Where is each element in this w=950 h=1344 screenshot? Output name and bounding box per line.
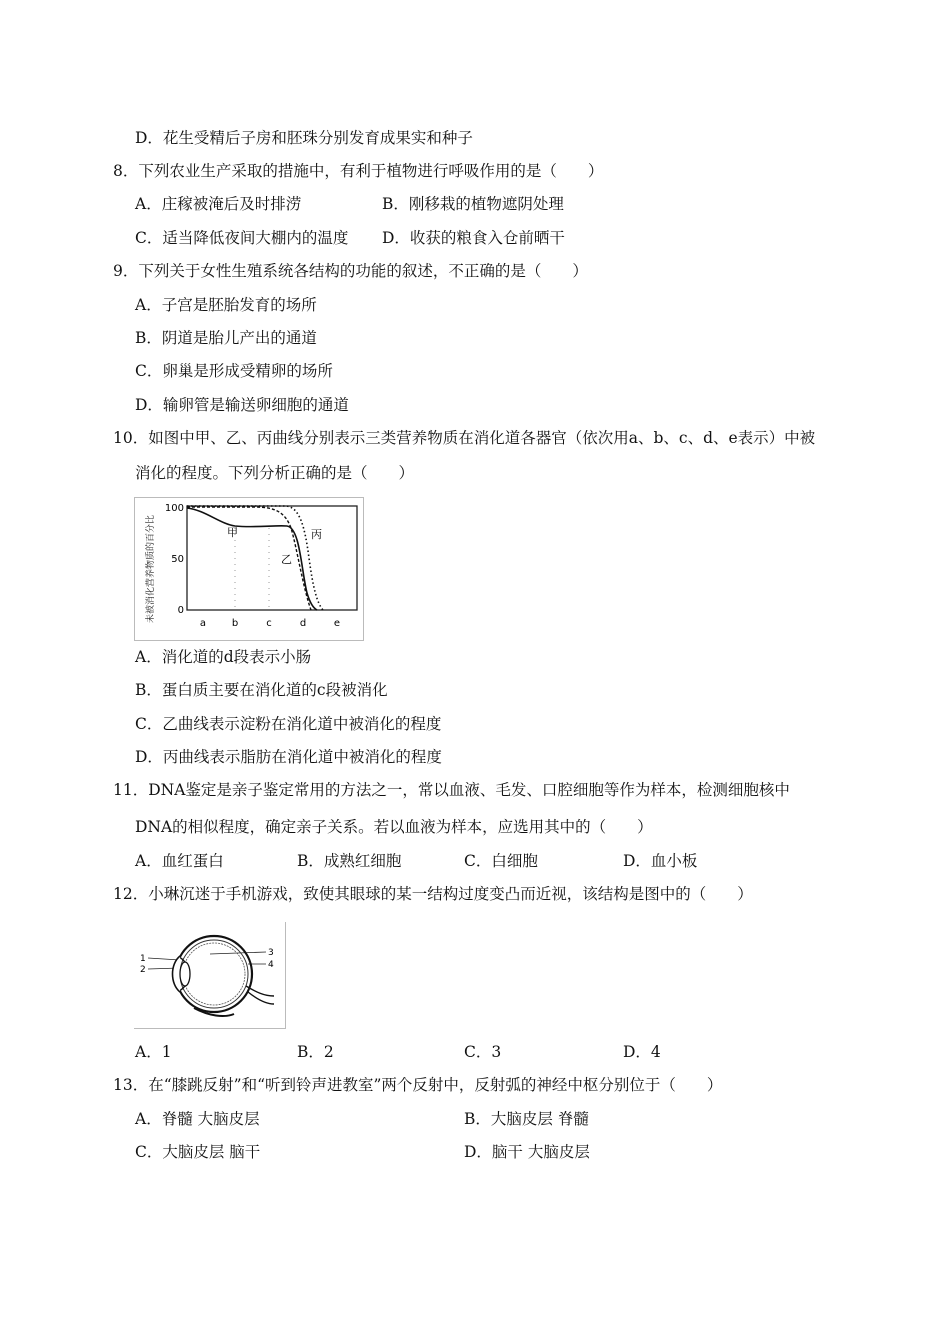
y-tick-100: 100 <box>164 503 184 514</box>
digestion-figure <box>134 497 364 641</box>
q8-option-b: B．刚移栽的植物遮阴处理 <box>382 195 564 213</box>
leader-1 <box>148 958 180 960</box>
plot-frame <box>187 506 357 610</box>
x-tick-a: a <box>199 618 207 629</box>
curve-label-jia: 甲 <box>227 526 238 539</box>
q11-stem-line1: 11．DNA鉴定是亲子鉴定常用的方法之一，常以血液、毛发、口腔细胞等作为样本，检测细胞核中 <box>113 781 790 799</box>
q11-stem-line2: DNA的相似程度，确定亲子关系。若以血液为样本，应选用其中的（ ） <box>135 818 653 836</box>
q9-option-d: D．输卵管是输送卵细胞的通道 <box>135 396 349 414</box>
eye-figure <box>134 922 286 1029</box>
q10-stem-line1: 10．如图中甲、乙、丙曲线分别表示三类营养物质在消化道各器官（依次用a、b、c、d、e表示）中被 <box>113 429 816 447</box>
q9-option-a: A．子宫是胚胎发育的场所 <box>135 296 317 314</box>
q13-option-a: A．脊髓 大脑皮层 <box>135 1110 260 1128</box>
curve-yi <box>187 507 311 610</box>
curve-label-yi: 乙 <box>281 553 292 566</box>
q10-stem-line2: 消化的程度。下列分析正确的是（ ） <box>135 464 415 482</box>
q7-option-d: D．花生受精后子房和胚珠分别发育成果实和种子 <box>135 129 473 147</box>
q13-stem: 13．在“膝跳反射”和“听到铃声进教室”两个反射中，反射弧的神经中枢分别位于（ ） <box>113 1076 723 1094</box>
eye-label-1: 1 <box>140 954 146 964</box>
iris-top <box>181 958 185 962</box>
x-tick-d: d <box>299 618 307 629</box>
x-tick-c: c <box>266 618 272 629</box>
eye-label-3: 3 <box>268 948 274 958</box>
y-axis-label: 未被消化营养物质的百分比 <box>146 514 156 624</box>
q12-option-b: B．2 <box>297 1043 334 1061</box>
y-tick-0: 0 <box>177 605 184 616</box>
leader-3 <box>210 952 266 954</box>
lens <box>180 962 190 986</box>
q12-option-d: D．4 <box>623 1043 661 1061</box>
curve-bing <box>187 506 323 610</box>
q12-option-c: C．3 <box>464 1043 502 1061</box>
q9-option-b: B．阴道是胎儿产出的通道 <box>135 329 317 347</box>
q9-option-c: C．卵巢是形成受精卵的场所 <box>135 362 333 380</box>
y-tick-50: 50 <box>171 554 184 565</box>
optic-nerve <box>246 986 274 1004</box>
x-tick-b: b <box>231 618 239 629</box>
curve-label-bing: 丙 <box>311 528 322 541</box>
retina <box>183 943 245 1005</box>
q12-stem: 12．小琳沉迷于手机游戏，致使其眼球的某一结构过度变凸而近视，该结构是图中的（ ） <box>113 885 753 903</box>
cornea <box>173 956 181 992</box>
q13-option-c: C．大脑皮层 脑干 <box>135 1143 261 1161</box>
curve-jia <box>187 508 317 610</box>
q10-option-a: A．消化道的d段表示小肠 <box>135 648 312 666</box>
q10-option-c: C．乙曲线表示淀粉在消化道中被消化的程度 <box>135 715 442 733</box>
x-tick-e: e <box>333 618 341 629</box>
q11-option-b: B．成熟红细胞 <box>297 852 402 870</box>
q11-option-d: D．血小板 <box>623 852 698 870</box>
q10-option-d: D．丙曲线表示脂肪在消化道中被消化的程度 <box>135 748 442 766</box>
q12-option-a: A．1 <box>135 1043 172 1061</box>
q8-option-c: C．适当降低夜间大棚内的温度 <box>135 229 349 247</box>
q8-stem: 8．下列农业生产采取的措施中，有利于植物进行呼吸作用的是（ ） <box>113 162 604 180</box>
q8-option-a: A．庄稼被淹后及时排涝 <box>135 195 302 213</box>
q13-option-d: D．脑干 大脑皮层 <box>464 1143 590 1161</box>
eye-label-4: 4 <box>268 960 274 970</box>
iris-bottom <box>181 986 185 990</box>
q13-option-b: B．大脑皮层 脊髓 <box>464 1110 589 1128</box>
q10-option-b: B．蛋白质主要在消化道的c段被消化 <box>135 681 388 699</box>
q11-option-a: A．血红蛋白 <box>135 852 224 870</box>
eye-label-2: 2 <box>140 965 146 975</box>
q9-stem: 9．下列关于女性生殖系统各结构的功能的叙述，不正确的是（ ） <box>113 262 588 280</box>
q8-option-d: D．收获的粮食入仓前晒干 <box>382 229 565 247</box>
q11-option-c: C．白细胞 <box>464 852 538 870</box>
